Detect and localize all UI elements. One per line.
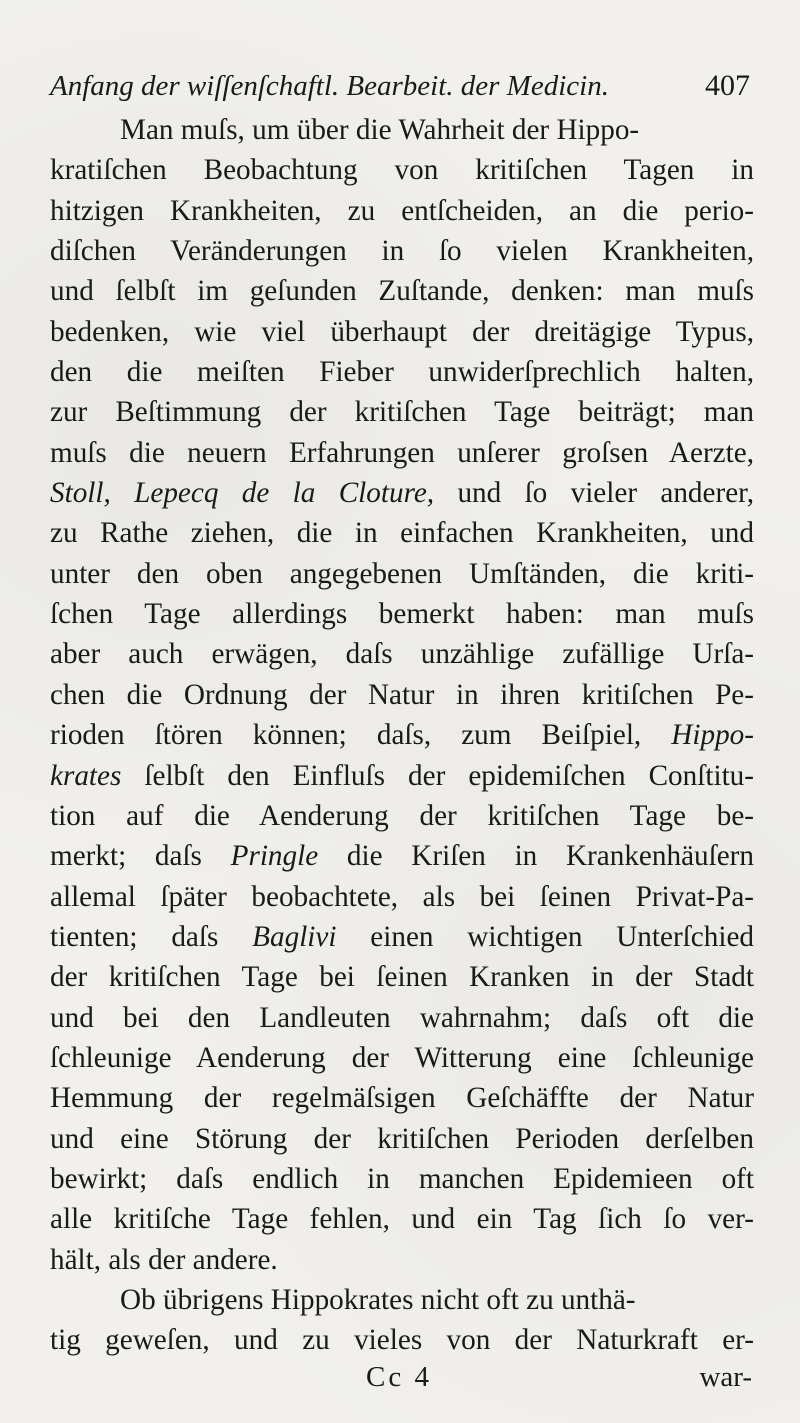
text-line: muſs die neuern Erfahrungen unſerer groſsen Aerzte, [50, 436, 754, 469]
text-line: zur Beſtimmung der kritiſchen Tage beiträgt; man [50, 396, 754, 429]
page-number: 407 [705, 69, 750, 102]
text-line: rioden ſtören können; daſs, zum Beiſpiel, Hippo- [50, 719, 754, 752]
text-line: kratiſchen Beobachtung von kritiſchen Tagen in [50, 154, 754, 187]
text-line: hält, als der andere. [50, 1243, 278, 1276]
text-line: bewirkt; daſs endlich in manchen Epidemieen oft [50, 1162, 754, 1195]
text-line: und eine Störung der kritiſchen Perioden derſelben [50, 1122, 754, 1155]
text-line: krates ſelbſt den Einfluſs der epidemiſchen Conſtitu- [50, 759, 754, 792]
text-line: unter den oben angegebenen Umſtänden, die kriti- [50, 557, 754, 590]
text-line: merkt; daſs Pringle die Kriſen in Krankenhäuſern [50, 840, 754, 873]
text-line: tion auf die Aenderung der kritiſchen Tage be- [50, 799, 754, 832]
text-line: Hemmung der regelmäſsigen Geſchäffte der Natur [50, 1082, 754, 1115]
text-line: Man muſs, um über die Wahrheit der Hippo- [120, 114, 640, 146]
text-line: aber auch erwägen, daſs unzählige zufällige Urſa- [50, 638, 754, 671]
page-footer [50, 1361, 754, 1401]
text-line: und bei den Landleuten wahrnahm; daſs oft die [50, 1001, 754, 1034]
text-line: ſchleunige Aenderung der Witterung eine ſchleunige [50, 1041, 754, 1074]
text-line: chen die Ordnung der Natur in ihren kritiſchen Pe- [50, 678, 754, 711]
text-line: hitzigen Krankheiten, zu entſcheiden, an die perio- [50, 194, 754, 227]
running-title: Anfang der wiſſenſchaftl. Bearbeit. der Medicin. [50, 70, 609, 102]
running-head [50, 70, 754, 102]
text-line: der kritiſchen Tage bei ſeinen Kranken in der Stadt [50, 961, 754, 994]
text-line: tig geweſen, und zu vieles von der Naturkraft er- [50, 1324, 754, 1357]
text-line: und ſelbſt im geſunden Zuſtande, denken: man muſs [50, 275, 754, 308]
text-line: bedenken, wie viel überhaupt der dreitägige Typus, [50, 315, 754, 348]
body-text [50, 110, 754, 1361]
text-line: allemal ſpäter beobachtete, als bei ſeinen Privat-Pa- [50, 880, 754, 913]
text-line: Stoll, Lepecq de la Cloture, und ſo vieler anderer, [50, 477, 755, 510]
text-line: ſchen Tage allerdings bemerkt haben: man muſs [50, 598, 754, 631]
text-line: alle kritiſche Tage fehlen, und ein Tag ſich ſo ver- [50, 1203, 754, 1236]
catchword: war- [699, 1360, 752, 1393]
text-line: Ob übrigens Hippokrates nicht oft zu unthä- [120, 1283, 636, 1316]
text-line: diſchen Veränderungen in ſo vielen Krankheiten, [50, 235, 754, 268]
text-line: den die meiſten Fieber unwiderſprechlich halten, [50, 356, 754, 389]
text-line: zu Rathe ziehen, die in einfachen Krankheiten, und [50, 517, 754, 550]
signature-mark: Cc 4 [366, 1360, 432, 1393]
text-line: tienten; daſs Baglivi einen wichtigen Unterſchied [50, 920, 754, 953]
